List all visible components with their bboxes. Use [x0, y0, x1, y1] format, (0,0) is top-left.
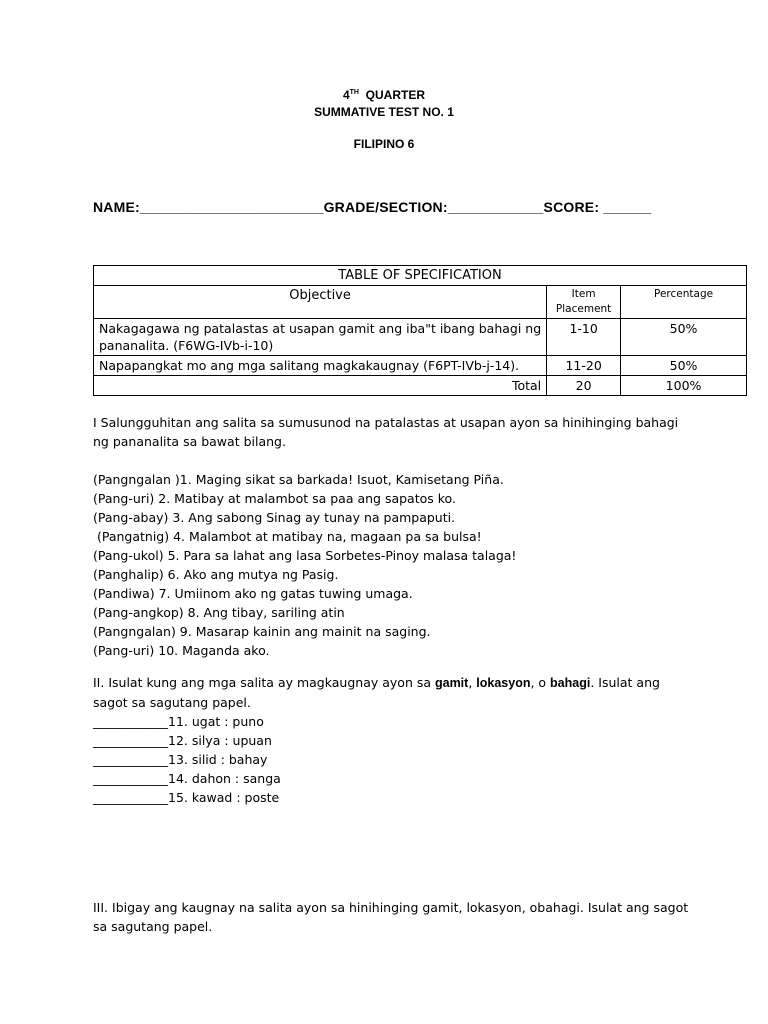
list-item: ____________15. kawad : poste — [93, 790, 280, 805]
item-placement-header: Item Placement — [547, 286, 621, 319]
items-cell: 1-10 — [547, 319, 621, 356]
list-item: (Pangngalan) 9. Masarap kainin ang mainit na saging. — [93, 624, 431, 639]
quarter-heading — [0, 88, 768, 102]
list-item: (Pangatnig) 4. Malambot at matibay na, magaan pa sa bulsa! — [93, 529, 482, 544]
table-row — [94, 356, 747, 376]
list-item: (Pangngalan )1. Maging sikat sa barkada! Isuot, Kamisetang Piña. — [93, 472, 504, 487]
objective-cell: Napapangkat mo ang mga salitang magkakaugnay (F6PT-IVb-j-14). — [94, 356, 547, 376]
list-item: (Panghalip) 6. Ako ang mutya ng Pasig. — [93, 567, 339, 582]
keyword-lokasyon: lokasyon — [476, 676, 531, 690]
part1-instruction: I Salungguhitan ang salita sa sumusunod na patalastas at usapan ayon sa hinihinging bahagi ng pananalita sa bawat bilang. — [93, 415, 679, 449]
list-item: (Pandiwa) 7. Umiinom ako ng gatas tuwing umaga. — [93, 586, 413, 601]
part2-instruction — [93, 673, 693, 712]
table-title: TABLE OF SPECIFICATION — [94, 266, 747, 286]
part2-rest: . Isulat ang sagot sa sagutang papel. — [93, 675, 660, 710]
table-total-row — [94, 376, 747, 396]
part3-instruction: III. Ibigay ang kaugnay na salita ayon sa hinihinging gamit, lokasyon, obahagi. Isulat ang sagot sa sagutang papel. — [93, 900, 689, 934]
total-label: Total — [94, 376, 547, 396]
table-row — [94, 319, 747, 356]
objective-cell: Nakagagawa ng patalastas at usapan gamit ang iba"t ibang bahagi ng pananalita. (F6WG-IVb-i-10) — [94, 319, 547, 356]
part2-intro: II. Isulat kung ang mga salita ay magkaugnay ayon sa — [93, 675, 435, 690]
list-item: ____________13. silid : bahay — [93, 752, 268, 767]
test-title: SUMMATIVE TEST NO. 1 — [314, 105, 454, 119]
total-percentage: 100% — [621, 376, 747, 396]
part1-section — [93, 413, 693, 660]
list-item: ____________14. dahon : sanga — [93, 771, 281, 786]
percentage-cell: 50% — [621, 319, 747, 356]
list-item: (Pang-angkop) 8. Ang tibay, sariling atin — [93, 605, 345, 620]
quarter-word: QUARTER — [365, 88, 426, 102]
objective-header: Objective — [94, 286, 547, 319]
list-item: (Pang-uri) 2. Matibay at malambot sa paa ang sapatos ko. — [93, 491, 456, 506]
part3-section — [93, 898, 693, 936]
subject-title: FILIPINO 6 — [353, 137, 415, 151]
total-items: 20 — [547, 376, 621, 396]
list-item: ____________11. ugat : puno — [93, 714, 264, 729]
separator: , — [468, 675, 477, 690]
quarter-superscript: TH — [349, 89, 359, 96]
quarter-number: 4 — [342, 88, 350, 102]
percentage-header: Percentage — [621, 286, 747, 319]
part2-section — [93, 673, 693, 807]
list-item: ____________12. silya : upuan — [93, 733, 272, 748]
name-grade-score-line: NAME:_______________________GRADE/SECTION:____________SCORE: ______ — [93, 199, 652, 215]
list-item: (Pang-abay) 3. Ang sabong Sinag ay tunay na pampaputi. — [93, 510, 456, 525]
specification-table — [93, 265, 747, 396]
percentage-cell: 50% — [621, 356, 747, 376]
list-item: (Pang-ukol) 5. Para sa lahat ang lasa Sorbetes-Pinoy malasa talaga! — [93, 548, 517, 563]
keyword-gamit: gamit — [434, 676, 469, 690]
items-cell: 11-20 — [547, 356, 621, 376]
keyword-bahagi: bahagi — [550, 676, 591, 690]
list-item: (Pang-uri) 10. Maganda ako. — [93, 643, 270, 658]
separator: , o — [530, 675, 551, 690]
